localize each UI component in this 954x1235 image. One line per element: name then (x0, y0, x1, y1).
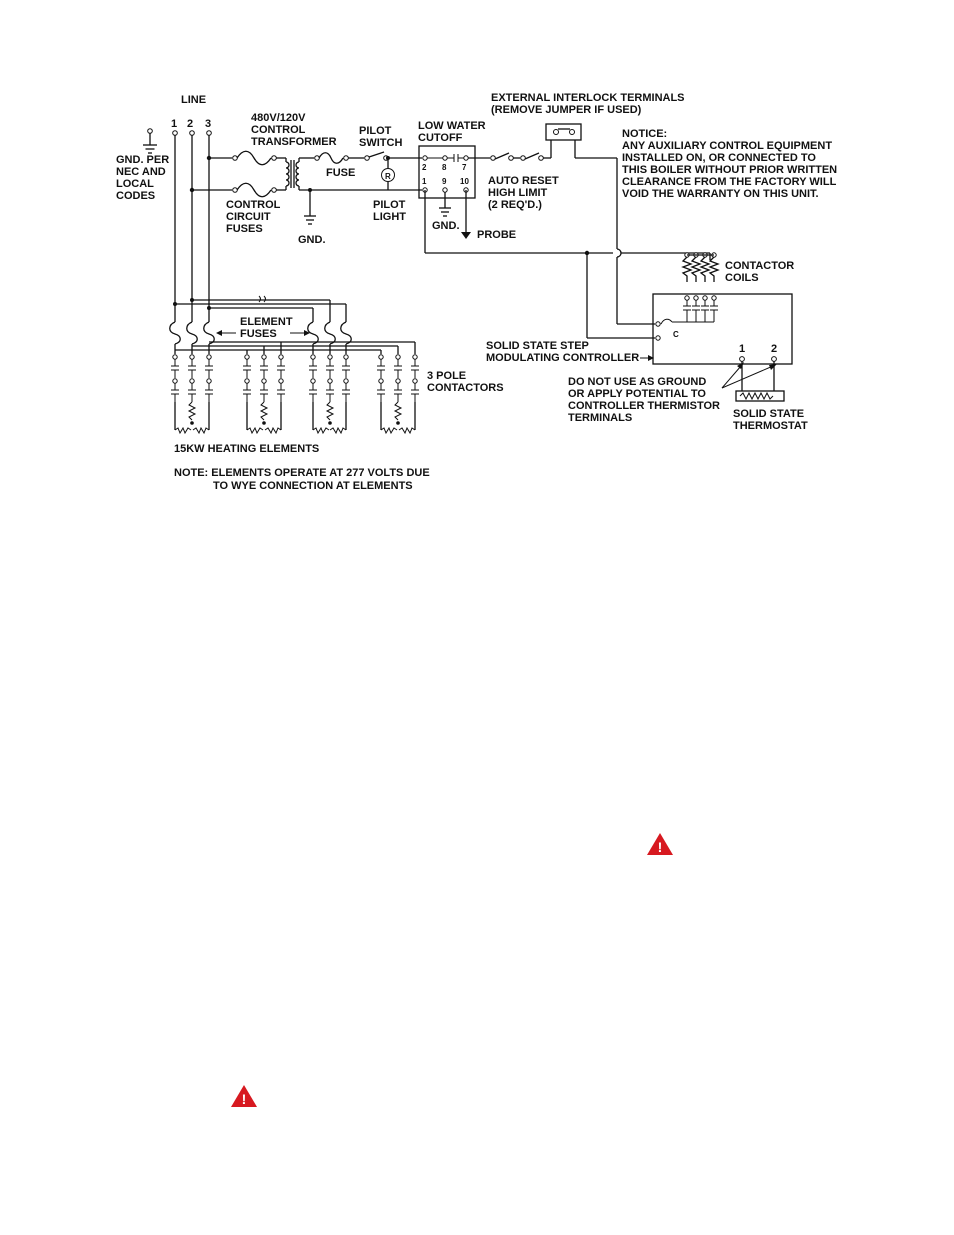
line-label: LINE (181, 94, 207, 106)
contactor-coils (683, 253, 718, 282)
warning-icon (646, 832, 674, 856)
pilot-light-label: PILOT LIGHT (373, 199, 406, 223)
pilot-switch-label: PILOT SWITCH (359, 125, 403, 149)
lwco-gnd-label: GND. (432, 220, 460, 232)
svg-text:!: ! (657, 839, 663, 855)
control-fuses-label: CONTROL CIRCUIT FUSES (226, 199, 281, 235)
line-number-1: 1 (171, 118, 178, 130)
high-limit-label: AUTO RESET HIGH LIMIT (2 REQ'D.) (488, 175, 559, 211)
element-fuses-label: ELEMENT FUSES (240, 316, 293, 340)
transformer-label: 480V/120V CONTROL TRANSFORMER (251, 112, 337, 148)
contactors-label: 3 POLE CONTACTORS (427, 370, 504, 394)
fuse-label: FUSE (326, 167, 356, 179)
notice-text: NOTICE: ANY AUXILIARY CONTROL EQUIPMENT INSTALLED ON, OR CONNECTED TO THIS BOILER WITHOUT PRIOR WRITTEN CLEARANCE FROM THE FACTORY WILL VOID THE WARRANTY ON THIS UNIT. (622, 128, 838, 200)
controller-terminal-1: 1 (739, 343, 746, 355)
element-note: NOTE: ELEMENTS OPERATE AT 277 VOLTS DUE TO WYE CONNECTION AT ELEMENTS (174, 467, 430, 492)
heating-elements-label: 15KW HEATING ELEMENTS (174, 443, 320, 455)
controller-pointer-arrow (640, 355, 654, 361)
high-limit-switches (468, 140, 617, 160)
gnd-label: GND. (298, 234, 326, 246)
controller-terminal-2: 2 (771, 343, 778, 355)
control-circuit-fuses (192, 151, 286, 197)
interlock-terminal-block (546, 124, 581, 140)
line-number-2: 2 (187, 118, 194, 130)
controller-label: SOLID STATE STEP MODULATING CONTROLLER (486, 340, 640, 364)
warning-icon (230, 1084, 258, 1108)
controller-common-label: C (673, 330, 679, 339)
line-number-3: 3 (205, 118, 212, 130)
element-groups (170, 322, 419, 433)
low-water-cutoff-label: LOW WATER CUTOFF (418, 120, 486, 144)
contactor-coils-label: CONTACTOR COILS (725, 260, 795, 284)
ground-note: GND. PER NEC AND LOCAL CODES (116, 154, 170, 202)
pilot-light-icon: R (385, 172, 391, 181)
solid-state-thermostat (736, 361, 784, 401)
thermostat-label: SOLID STATE THERMOSTAT (733, 408, 808, 432)
svg-text:!: ! (241, 1091, 247, 1107)
line-wires (173, 131, 212, 322)
thermistor-warning-arrows (722, 362, 777, 388)
earth-ground-icon (143, 129, 157, 153)
interlock-label: EXTERNAL INTERLOCK TERMINALS (REMOVE JUMPER IF USED) (491, 92, 685, 116)
lwco-terminal-labels: 2 8 7 1 9 10 (422, 163, 469, 186)
control-transformer-icon (286, 158, 299, 190)
thermistor-warning-text: DO NOT USE AS GROUND OR APPLY POTENTIAL TO CONTROLLER THERMISTOR TERMINALS (568, 376, 720, 424)
probe-label: PROBE (477, 229, 517, 241)
